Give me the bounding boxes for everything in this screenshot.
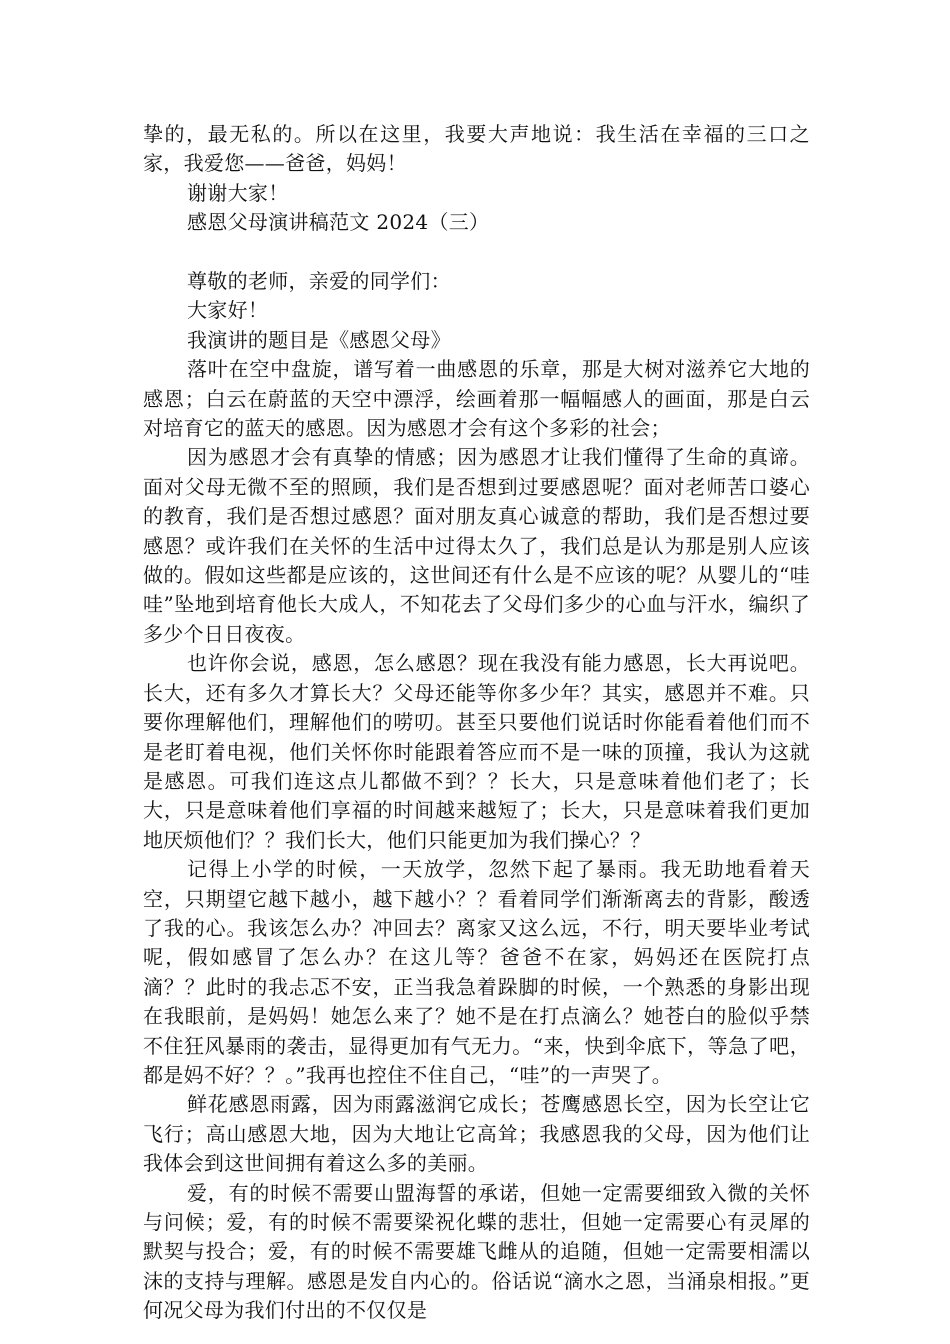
document-page [143,120,810,1326]
paragraph-10: 也许你会说，感恩，怎么感恩？现在我没有能力感恩，长大再说吧。长大，还有多久才算长大？父母还能等你多少年？其实，感恩并不难。只要你理解他们，理解他们的唠叨。甚至只要他们说话时你能看着他们而不是老盯着电视，他们关怀你时能跟着答应而不是一味的顶撞，我认为这就是感恩。可我们连这点儿都做不到？？长大，只是意味着他们老了；长大，只是意味着他们享福的时间越来越短了；长大，只是意味着我们更加地厌烦他们？？我们长大，他们只能更加为我们操心？？ [143,651,810,852]
blank-line [143,238,810,267]
greeting: 大家好！ [187,298,269,323]
paragraph-11: 记得上小学的时候，一天放学，忽然下起了暴雨。我无助地看着天空，只期望它越下越小，越下越小？？看着同学们渐渐离去的背影，酸透了我的心。我该怎么办？冲回去？离家又这么远，不行，明天要毕业考试呢，假如感冒了怎么办？在这儿等？爸爸不在家，妈妈还在医院打点滴？？此时的我忐忑不安，正当我急着跺脚的时候，一个熟悉的身影出现在我眼前，是妈妈！她怎么来了？她不是在打点滴么？她苍白的脸似乎禁不住狂风暴雨的袭击，显得更加有气无力。“来，快到伞底下，等急了吧，都是妈不好？？。”我再也控住不住自己，“哇”的一声哭了。 [143,857,810,1087]
paragraph-1: 挚的，最无私的。所以在这里，我要大声地说：我生活在幸福的三口之家，我爱您——爸爸，妈妈！ [143,122,810,176]
speech-title-line: 我演讲的题目是《感恩父母》 [187,327,451,352]
paragraph-2: 谢谢大家！ [187,180,289,205]
section-heading: 感恩父母演讲稿范文 2024（三） [187,210,490,235]
paragraph-9: 因为感恩才会有真挚的情感；因为感恩才让我们懂得了生命的真谛。面对父母无微不至的照顾，我们是否想到过要感恩呢？面对老师苦口婆心的教育，我们是否想过感恩？面对朋友真心诚意的帮助，我们是否想过要感恩？或许我们在关怀的生活中过得太久了，我们总是认为那是别人应该做的。假如这些都是应该的，这世间还有什么是不应该的呢？从婴儿的“哇哇”坠地到培育他长大成人，不知花去了父母们多少的心血与汗水，编织了多少个日日夜夜。 [143,445,810,646]
paragraph-12: 鲜花感恩雨露，因为雨露滋润它成长；苍鹰感恩长空，因为长空让它飞行；高山感恩大地，因为大地让它高耸；我感恩我的父母，因为他们让我体会到这世间拥有着这么多的美丽。 [143,1092,810,1176]
salutation: 尊敬的老师，亲爱的同学们： [187,269,451,294]
paragraph-13: 爱，有的时候不需要山盟海誓的承诺，但她一定需要细致入微的关怀与问候；爱，有的时候不需要梁祝化蝶的悲壮，但她一定需要心有灵犀的默契与投合；爱，有的时候不需要雄飞雌从的追随，但她一定需要相濡以沫的支持与理解。感恩是发自内心的。俗话说“滴水之恩，当涌泉相报。”更何况父母为我们付出的不仅仅是 [143,1180,810,1323]
paragraph-8: 落叶在空中盘旋，谱写着一曲感恩的乐章，那是大树对滋养它大地的感恩；白云在蔚蓝的天空中漂浮，绘画着那一幅幅感人的画面，那是白云对培育它的蓝天的感恩。因为感恩才会有这个多彩的社会； [143,357,810,441]
